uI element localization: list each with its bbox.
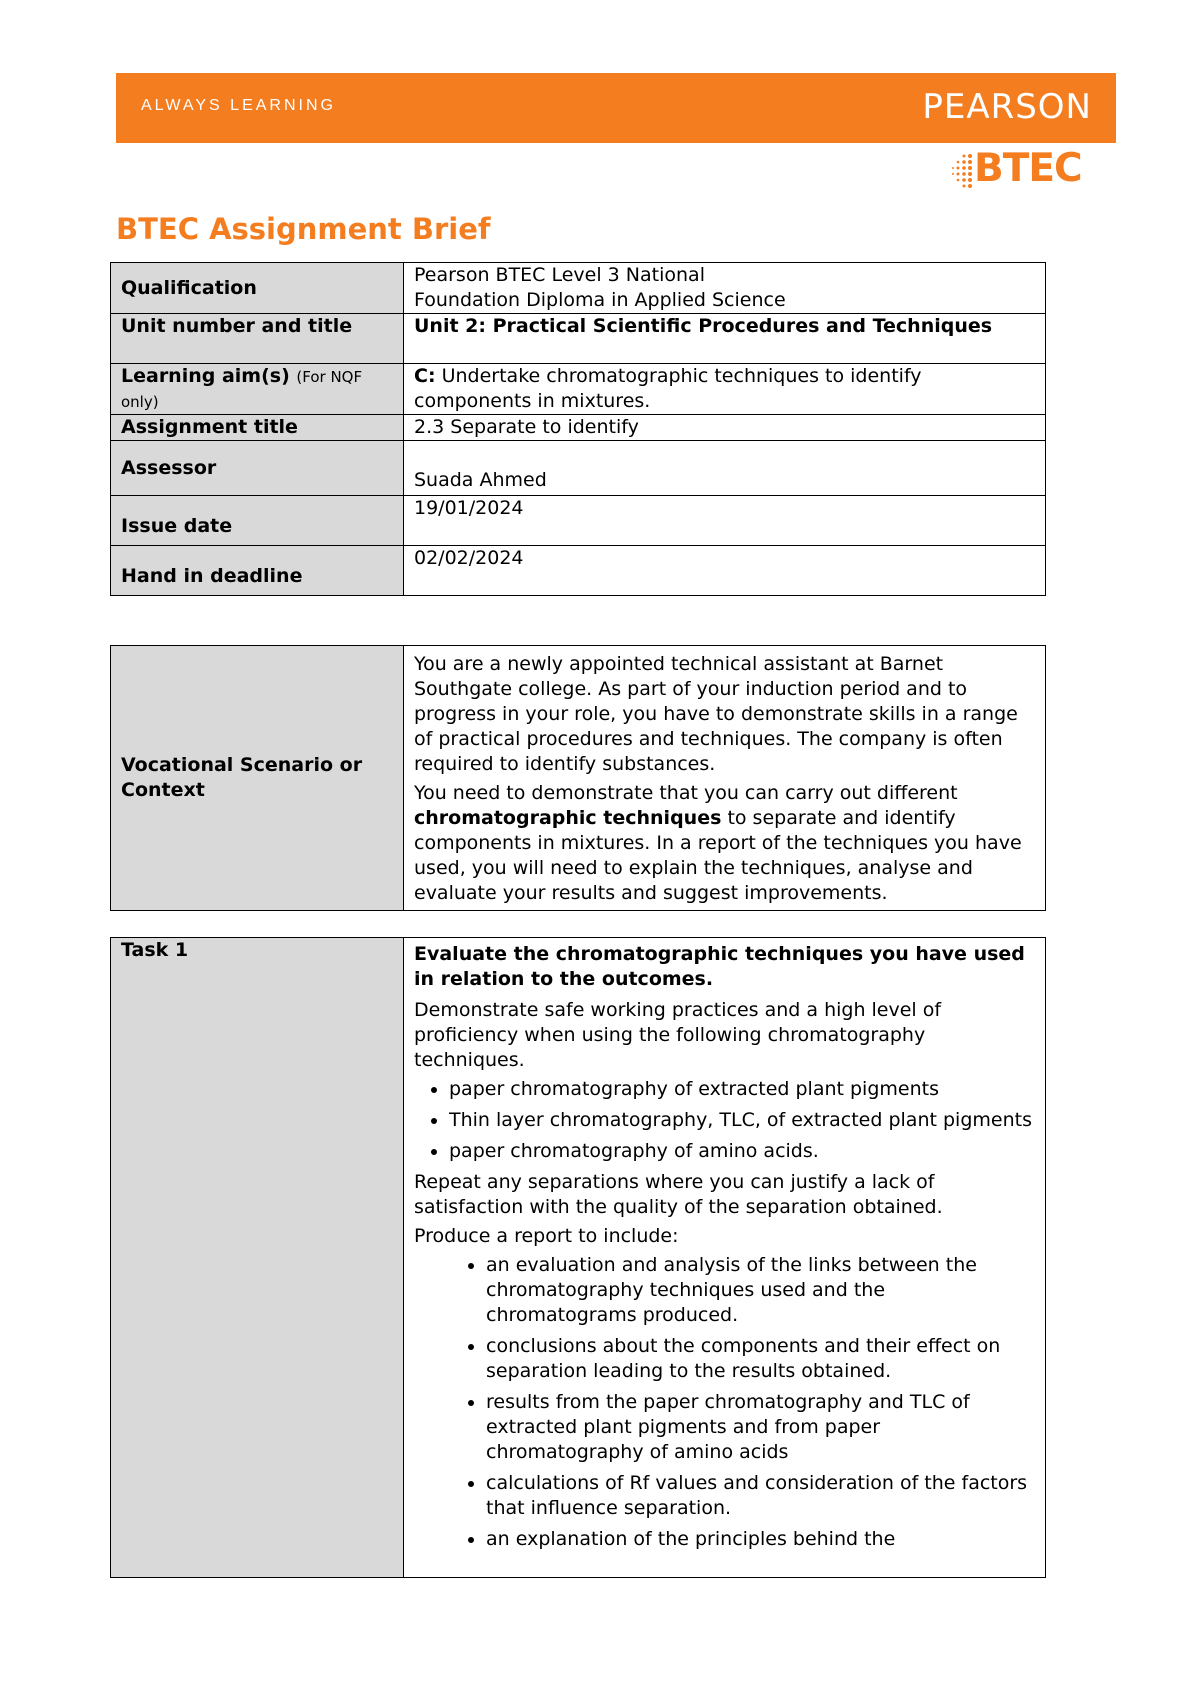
list-item: • an evaluation and analysis of the links between the chromatography techniques used and the chromatograms produced. [486,1253,1035,1328]
qualification-line: Pearson BTEC Level 3 National [414,264,705,286]
scenario-content [404,646,1046,911]
assignment-details-table [110,262,1046,596]
learning-aim-label-text: Learning aim(s) [121,365,290,387]
table-row [111,314,1046,364]
list-item: • Thin layer chromatography, TLC, of extracted plant pigments [449,1108,1035,1133]
unit-label: Unit number and title [111,314,404,364]
scenario-emphasis: chromatographic techniques [414,807,722,829]
qualification-label: Qualification [111,263,404,314]
unit-value: Unit 2: Practical Scientific Procedures and Techniques [404,314,1046,364]
scenario-text: You need to demonstrate that you can carry out different [414,782,958,804]
task-repeat: Repeat any separations where you can justify a lack of satisfaction with the quality of the separation obtained. [414,1171,943,1218]
table-row [111,496,1046,546]
list-item: • conclusions about the components and their effect on separation leading to the results obtained. [486,1334,1035,1384]
table-row [111,263,1046,314]
list-item: • paper chromatography of amino acids. [449,1139,1035,1164]
deadline-value: 02/02/2024 [404,546,1046,596]
scenario-label: Vocational Scenario or Context [111,646,404,911]
scenario-paragraph: You are a newly appointed technical assistant at Barnet Southgate college. As part of your induction period and to progress in your role, you have to demonstrate skills in a range of practical procedures and techniques. The company is often required to identify substances. [414,653,1018,775]
scenario-paragraph [414,781,1035,906]
report-list [414,1253,1035,1552]
learning-aim-label [111,364,404,415]
task-heading: Evaluate the chromatographic techniques you have used in relation to the outcomes. [414,943,1025,990]
task-intro: Demonstrate safe working practices and a high level of proficiency when using the following chromatography techniques. [414,999,942,1071]
tagline: ALWAYS LEARNING [141,97,336,114]
table-row [111,364,1046,415]
issue-date-value: 19/01/2024 [404,496,1046,546]
technique-list [414,1077,1035,1164]
list-item: • results from the paper chromatography and TLC of extracted plant pigments and from paper chromatography of amino acids [486,1390,1035,1465]
table-row [111,441,1046,496]
qualification-value [404,263,1046,314]
qualification-line: Foundation Diploma in Applied Science [414,289,786,311]
learning-aim-text: Undertake chromatographic techniques to identify components in mixtures. [414,365,922,412]
page-title: BTEC Assignment Brief [116,212,491,246]
btec-logo [950,146,1120,192]
task-table [110,937,1046,1578]
list-item: • calculations of Rf values and consideration of the factors that influence separation. [486,1471,1035,1521]
assessor-value: Suada Ahmed [404,441,1046,496]
btec-wordmark: BTEC [974,146,1082,191]
learning-aim-value [404,364,1046,415]
table-row [111,415,1046,441]
list-item: • paper chromatography of extracted plant pigments [449,1077,1035,1102]
scenario-text: to separate and identify components in mixtures. In a report of the techniques you have used, you will need to explain the techniques, analyse and evaluate your results and suggest improvements. [414,807,1022,904]
scenario-table [110,645,1046,911]
deadline-label: Hand in deadline [111,546,404,596]
task-label: Task 1 [111,938,404,1578]
learning-aim-note: (For NQF only) [121,368,363,411]
assignment-title-value: 2.3 Separate to identify [404,415,1046,441]
table-row [111,546,1046,596]
assessor-label: Assessor [111,441,404,496]
table-row [111,938,1046,1578]
report-intro: Produce a report to include: [414,1225,679,1247]
pearson-banner [116,73,1116,143]
assignment-title-label: Assignment title [111,415,404,441]
learning-aim-prefix: C: [414,365,436,387]
btec-dots-icon [950,152,974,188]
issue-date-label: Issue date [111,496,404,546]
task-content [404,938,1046,1578]
list-item: • an explanation of the principles behind the [486,1527,1035,1552]
table-row [111,646,1046,911]
pearson-logo: PEARSON [922,87,1092,127]
